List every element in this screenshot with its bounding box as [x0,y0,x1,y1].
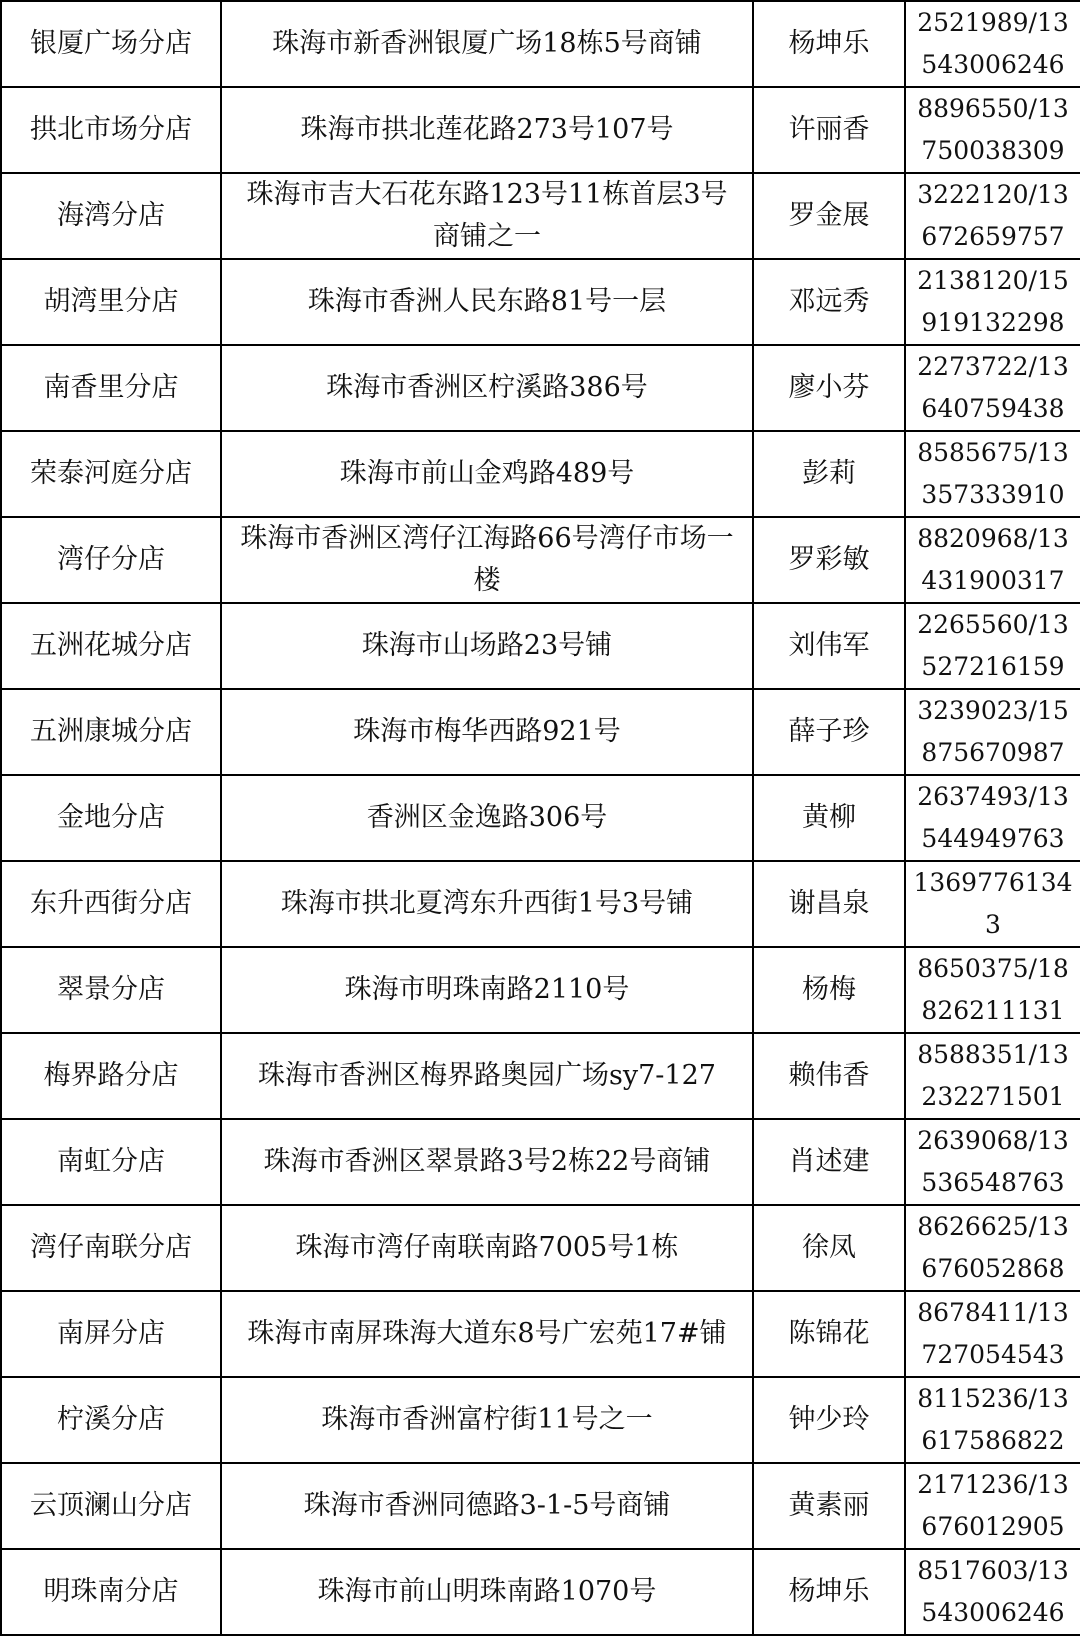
table-row [1,345,1080,431]
phone-cell: 3222120/13672659757 [905,173,1080,259]
manager-cell: 黄柳 [753,775,905,861]
store-name-cell: 柠溪分店 [1,1377,221,1463]
store-name-cell: 南屏分店 [1,1291,221,1377]
manager-cell: 薛子珍 [753,689,905,775]
store-name-cell: 湾仔南联分店 [1,1205,221,1291]
phone-cell: 2171236/13676012905 [905,1463,1080,1549]
phone-cell: 8820968/13431900317 [905,517,1080,603]
store-name-cell: 东升西街分店 [1,861,221,947]
table-row [1,1377,1080,1463]
manager-cell: 黄素丽 [753,1463,905,1549]
table-row [1,173,1080,259]
table-row [1,517,1080,603]
manager-cell: 罗彩敏 [753,517,905,603]
manager-cell: 彭莉 [753,431,905,517]
store-name-cell: 湾仔分店 [1,517,221,603]
table-row [1,603,1080,689]
phone-cell: 2639068/13536548763 [905,1119,1080,1205]
manager-cell: 刘伟军 [753,603,905,689]
store-name-cell: 南虹分店 [1,1119,221,1205]
table-row [1,947,1080,1033]
store-name-cell: 荣泰河庭分店 [1,431,221,517]
store-name-cell: 金地分店 [1,775,221,861]
phone-cell: 8585675/13357333910 [905,431,1080,517]
manager-cell: 廖小芬 [753,345,905,431]
address-cell: 珠海市香洲富柠街11号之一 [221,1377,753,1463]
store-name-cell: 五洲康城分店 [1,689,221,775]
address-cell: 珠海市湾仔南联南路7005号1栋 [221,1205,753,1291]
manager-cell: 杨坤乐 [753,1,905,87]
manager-cell: 杨坤乐 [753,1549,905,1635]
phone-cell: 8517603/13543006246 [905,1549,1080,1635]
table-row [1,87,1080,173]
address-cell: 珠海市新香洲银厦广场18栋5号商铺 [221,1,753,87]
address-cell: 珠海市香洲区柠溪路386号 [221,345,753,431]
table-row [1,1291,1080,1377]
manager-cell: 邓远秀 [753,259,905,345]
table-row [1,1033,1080,1119]
phone-cell: 2637493/13544949763 [905,775,1080,861]
address-cell: 珠海市香洲区梅界路奥园广场sy7-127 [221,1033,753,1119]
phone-cell: 2521989/13543006246 [905,1,1080,87]
phone-cell: 8588351/13232271501 [905,1033,1080,1119]
store-name-cell: 胡湾里分店 [1,259,221,345]
manager-cell: 赖伟香 [753,1033,905,1119]
phone-cell: 8678411/13727054543 [905,1291,1080,1377]
manager-cell: 肖述建 [753,1119,905,1205]
phone-cell: 8650375/18826211131 [905,947,1080,1033]
phone-cell: 8115236/13617586822 [905,1377,1080,1463]
address-cell: 珠海市香洲区翠景路3号2栋22号商铺 [221,1119,753,1205]
store-name-cell: 海湾分店 [1,173,221,259]
address-cell: 珠海市南屏珠海大道东8号广宏苑17#铺 [221,1291,753,1377]
phone-cell: 8626625/13676052868 [905,1205,1080,1291]
address-cell: 珠海市拱北夏湾东升西街1号3号铺 [221,861,753,947]
table-row [1,689,1080,775]
table-row [1,861,1080,947]
address-cell: 珠海市前山明珠南路1070号 [221,1549,753,1635]
store-name-cell: 明珠南分店 [1,1549,221,1635]
store-name-cell: 五洲花城分店 [1,603,221,689]
phone-cell: 13697761343 [905,861,1080,947]
table-row [1,1119,1080,1205]
address-cell: 珠海市前山金鸡路489号 [221,431,753,517]
manager-cell: 罗金展 [753,173,905,259]
table-row [1,1,1080,87]
store-name-cell: 翠景分店 [1,947,221,1033]
store-name-cell: 梅界路分店 [1,1033,221,1119]
manager-cell: 许丽香 [753,87,905,173]
table-row [1,1549,1080,1635]
address-cell: 珠海市香洲人民东路81号一层 [221,259,753,345]
store-name-cell: 拱北市场分店 [1,87,221,173]
table-row [1,431,1080,517]
store-name-cell: 南香里分店 [1,345,221,431]
store-name-cell: 银厦广场分店 [1,1,221,87]
table-row [1,775,1080,861]
table-row [1,1205,1080,1291]
table-row [1,259,1080,345]
address-cell: 珠海市香洲区湾仔江海路66号湾仔市场一楼 [221,517,753,603]
manager-cell: 陈锦花 [753,1291,905,1377]
manager-cell: 徐凤 [753,1205,905,1291]
address-cell: 珠海市拱北莲花路273号107号 [221,87,753,173]
table-body [1,1,1080,1635]
phone-cell: 3239023/15875670987 [905,689,1080,775]
address-cell: 珠海市山场路23号铺 [221,603,753,689]
manager-cell: 谢昌泉 [753,861,905,947]
address-cell: 香洲区金逸路306号 [221,775,753,861]
phone-cell: 2138120/15919132298 [905,259,1080,345]
phone-cell: 2273722/13640759438 [905,345,1080,431]
phone-cell: 2265560/13527216159 [905,603,1080,689]
store-name-cell: 云顶澜山分店 [1,1463,221,1549]
address-cell: 珠海市吉大石花东路123号11栋首层3号商铺之一 [221,173,753,259]
phone-cell: 8896550/13750038309 [905,87,1080,173]
manager-cell: 杨梅 [753,947,905,1033]
manager-cell: 钟少玲 [753,1377,905,1463]
address-cell: 珠海市梅华西路921号 [221,689,753,775]
table-row [1,1463,1080,1549]
address-cell: 珠海市明珠南路2110号 [221,947,753,1033]
address-cell: 珠海市香洲同德路3-1-5号商铺 [221,1463,753,1549]
